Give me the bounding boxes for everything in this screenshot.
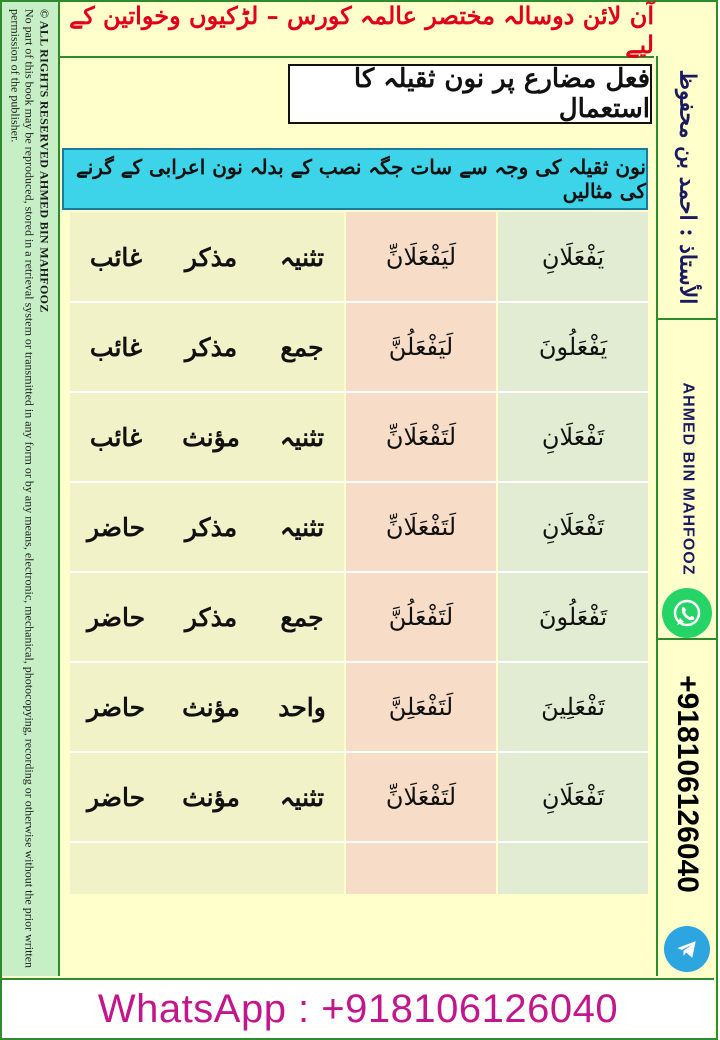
person-cell: غائب	[89, 332, 143, 362]
person-cell: غائب	[89, 422, 143, 452]
person-cell: حاضر	[86, 512, 146, 542]
emphatic-form-cell: لَتَفْعَلِنَّ	[388, 693, 454, 721]
number-cell: تثنیہ	[279, 512, 325, 542]
number-cell: جمع	[280, 332, 324, 362]
conjugation-table	[70, 212, 648, 894]
whatsapp-footer	[2, 978, 714, 1038]
course-banner-text: آن لائن دوسالہ مختصر عالمہ کورس – لڑکیوں وخواتین کے لیے	[69, 1, 654, 59]
copyright-strip	[2, 2, 60, 976]
number-cell: جمع	[280, 602, 324, 632]
copyright-notice: No part of this book may be reproduced, stored in a retrieval system or transmitted in any form or by any means, electronic, mechanical, photocopying, recording or otherwise without the prior written permission of the publisher.	[8, 9, 37, 969]
emphatic-form-cell: لَتَفْعَلَانِّ	[385, 423, 457, 451]
person-cell: حاضر	[86, 692, 146, 722]
whatsapp-icon[interactable]	[662, 588, 712, 638]
person-cell: حاضر	[86, 602, 146, 632]
gender-cell: مذکر	[184, 332, 238, 362]
base-form-cell: تَفْعَلُونَ	[538, 603, 608, 631]
lesson-subtitle-box	[62, 148, 648, 210]
base-form-cell: تَفْعَلَانِ	[541, 423, 605, 451]
gender-cell: مذکر	[184, 602, 238, 632]
emphatic-form-cell: لَيَفْعَلُنَّ	[388, 333, 454, 361]
gender-cell: مذکر	[184, 242, 238, 272]
contact-strip	[656, 56, 716, 976]
phone-number-vertical-box	[658, 644, 716, 924]
course-banner	[60, 1, 654, 59]
base-form-cell: تَفْعَلَانِ	[541, 783, 605, 811]
gender-cell: مؤنث	[182, 782, 240, 812]
base-form-cell: تَفْعَلَانِ	[541, 513, 605, 541]
rights-reserved: © ALL RIGHTS RESERVED AHMED BIN MAHFOOZ	[37, 9, 52, 313]
person-cell: غائب	[89, 242, 143, 272]
lesson-title: فعل مضارع پر نون ثقیلہ کا استعمال	[353, 64, 650, 124]
row-divider	[70, 841, 648, 843]
person-cell: حاضر	[86, 782, 146, 812]
lesson-subtitle: نون ثقیلہ کی وجہ سے سات جگہ نصب کے بدلہ نون اعرابی کے گرنے کی مثالیں	[75, 155, 646, 203]
base-form-cell: يَفْعَلَانِ	[541, 243, 605, 271]
base-form-cell: يَفْعَلُونَ	[538, 333, 608, 361]
phone-number-vertical[interactable]: +918106126040	[671, 675, 705, 893]
lesson-title-box	[288, 64, 652, 124]
gender-cell: مؤنث	[182, 422, 240, 452]
base-form-cell: تَفْعَلِينَ	[541, 693, 605, 721]
teacher-name-box	[658, 56, 716, 320]
number-cell: تثنیہ	[279, 422, 325, 452]
number-cell: تثنیہ	[279, 242, 325, 272]
author-name-en: AHMED BIN MAHFOOZ	[679, 382, 697, 576]
emphatic-form-cell: لَتَفْعَلَانِّ	[385, 513, 457, 541]
whatsapp-contact[interactable]: WhatsApp : +918106126040	[97, 986, 619, 1031]
number-cell: تثنیہ	[279, 782, 325, 812]
teacher-name: الأستاذ : احمد بن محفوظ	[674, 69, 701, 305]
copyright-text	[9, 9, 52, 969]
gender-cell: مذکر	[184, 512, 238, 542]
telegram-icon[interactable]	[664, 926, 710, 972]
emphatic-form-cell: لَتَفْعَلَانِّ	[385, 783, 457, 811]
gender-cell: مؤنث	[182, 692, 240, 722]
emphatic-form-cell: لَيَفْعَلَانِّ	[385, 243, 457, 271]
number-cell: واحد	[278, 692, 326, 722]
emphatic-form-cell: لَتَفْعَلُنَّ	[388, 603, 454, 631]
